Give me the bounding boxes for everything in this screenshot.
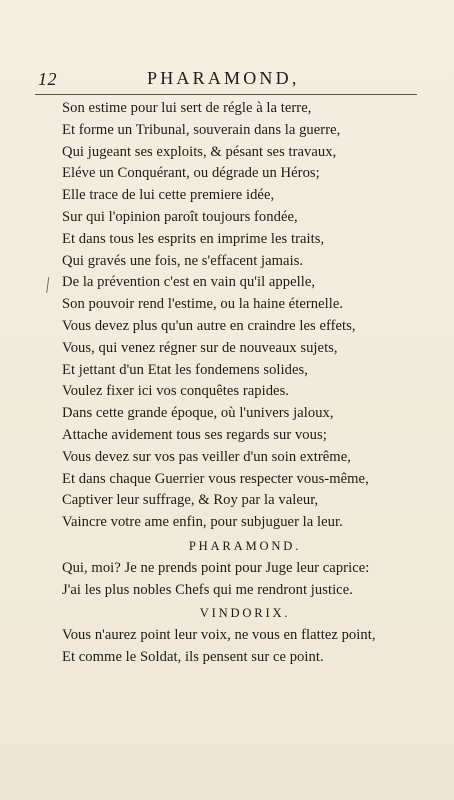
verse-line: De la prévention c'est en vain qu'il appelle, [62, 274, 316, 291]
verse-line: Son pouvoir rend l'estime, ou la haine éternelle. [62, 296, 344, 313]
verse-line: Et jettant d'un Etat les fondemens solides, [62, 361, 308, 378]
verse-line: Dans cette grande époque, où l'univers jaloux, [62, 405, 334, 422]
verse-line: Captiver leur suffrage, & Roy par la valeur, [62, 492, 319, 509]
verse-line: Vous devez plus qu'un autre en craindre les effets, [62, 317, 356, 334]
header-rule [35, 94, 417, 95]
verse-line: Vaincre votre ame enfin, pour subjuguer la leur. [62, 514, 343, 531]
verse-text [62, 98, 432, 669]
page-number: 12 [38, 69, 57, 89]
running-title: PHARAMOND, [147, 68, 300, 88]
verse-line: Vous n'aurez point leur voix, ne vous en flattez point, [62, 627, 376, 644]
verse-line: Et forme un Tribunal, souverain dans la guerre, [62, 121, 341, 138]
verse-line: Voulez fixer ici vos conquêtes rapides. [62, 383, 290, 400]
speaker-name: VINDORIX. [199, 606, 291, 621]
verse-line: J'ai les plus nobles Chefs qui me rendront justice. [62, 581, 353, 598]
verse-line: Son estime pour lui sert de régle à la terre, [62, 100, 312, 116]
verse-line: Eléve un Conquérant, ou dégrade un Héros; [62, 165, 320, 182]
verse-line: Qui gravés une fois, ne s'effacent jamais. [62, 252, 304, 269]
verse-line: Elle trace de lui cette premiere idée, [62, 187, 275, 204]
margin-mark: ╱ [42, 277, 54, 293]
verse-line: Vous devez sur vos pas veiller d'un soin extrême, [62, 448, 351, 465]
speaker-name: PHARAMOND. [188, 538, 302, 553]
verse-line: Sur qui l'opinion paroît toujours fondée, [62, 208, 298, 225]
verse-line: Et dans tous les esprits en imprime les traits, [62, 230, 325, 247]
verse-line: Et comme le Soldat, ils pensent sur ce point. [62, 648, 324, 665]
verse-line: Attache avidement tous ses regards sur vous; [62, 426, 327, 443]
page-header [38, 69, 416, 93]
verse-line: Et dans chaque Guerrier vous respecter vous-même, [62, 470, 369, 487]
verse-line: Qui, moi? Je ne prends point pour Juge leur caprice: [62, 559, 370, 576]
verse-line: Vous, qui venez régner sur de nouveaux sujets, [62, 339, 338, 356]
verse-line: Qui jugeant ses exploits, & pésant ses travaux, [62, 143, 337, 160]
